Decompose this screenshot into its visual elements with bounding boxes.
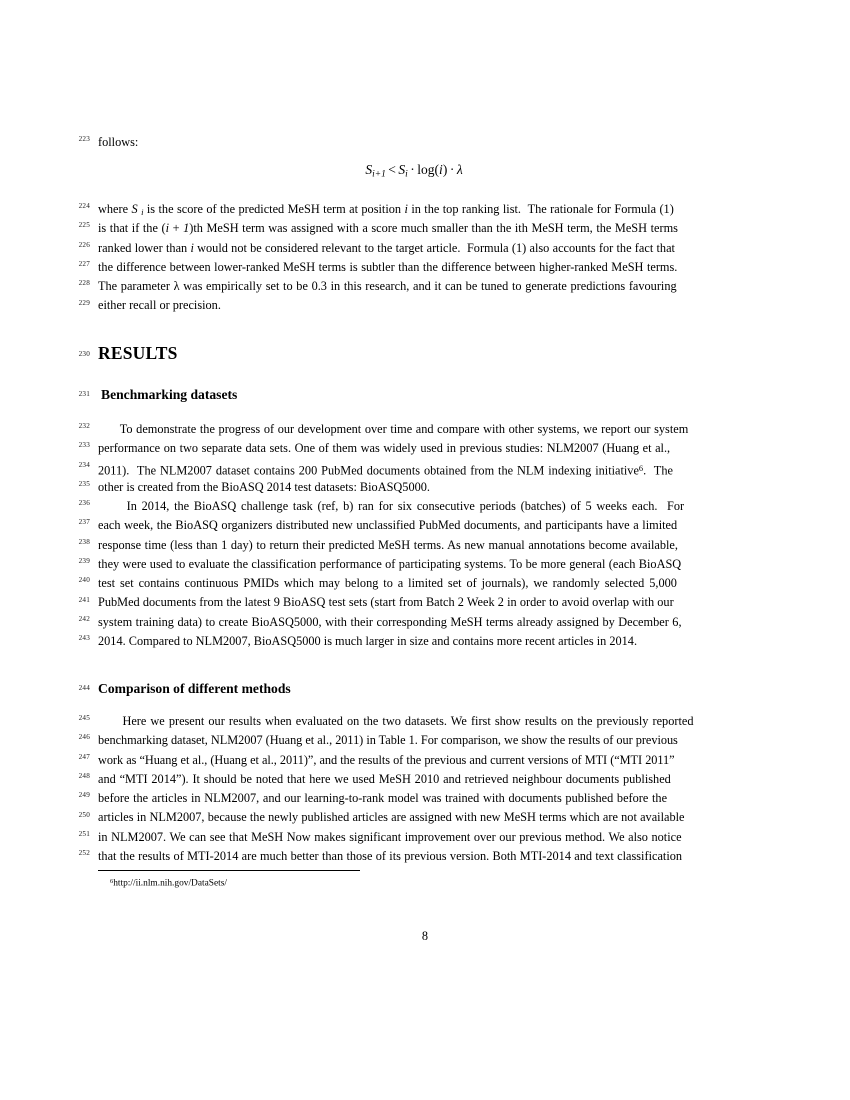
- line-number: 244: [78, 683, 90, 692]
- line-number: 233: [78, 441, 90, 450]
- text-line: [68, 459, 760, 478]
- paragraph-formula-explanation: [68, 200, 760, 316]
- line-number: 242: [78, 614, 90, 623]
- line-number: 248: [78, 771, 90, 780]
- paragraph-bioasq: [68, 497, 760, 651]
- formula-dot-1: ·: [410, 162, 415, 177]
- text-line: [68, 847, 760, 866]
- text-line: [68, 258, 760, 277]
- text-line: [68, 219, 760, 238]
- footnote: [110, 876, 227, 890]
- line-text: system training data) to create BioASQ5000, with their corresponding MeSH terms already assigned by December 6,: [98, 614, 682, 629]
- text-line: [68, 277, 760, 296]
- text-line: [68, 200, 760, 219]
- formula-lhs-symbol: S: [365, 162, 373, 177]
- formula-log: log(: [417, 162, 440, 177]
- text-line: [68, 133, 760, 152]
- line-number: 229: [78, 298, 90, 307]
- line-text: PubMed documents from the latest 9 BioASQ test sets (start from Batch 2 Week 2 in order to avoid overlap with our: [98, 595, 674, 610]
- formula-rhs-subscript: i: [405, 169, 408, 180]
- line-number: 231: [78, 389, 90, 398]
- line-number: 226: [78, 240, 90, 249]
- text-line: [68, 789, 760, 808]
- text-line: [68, 574, 760, 593]
- line-text: articles in NLM2007, because the newly published articles are assigned with new MeSH terms which are not available: [98, 810, 685, 825]
- line-text: before the articles in NLM2007, and our learning-to-rank model was trained with documents published before the: [98, 791, 668, 806]
- text-line: [68, 632, 760, 651]
- line-text: the difference between lower-ranked MeSH terms is subtler than the difference between higher-ranked MeSH terms.: [98, 259, 678, 274]
- line-text: The parameter λ was empirically set to be 0.3 in this research, and it can be tuned to generate predictions favouring: [98, 279, 677, 294]
- line-text: performance on two separate data sets. One of them was widely used in previous studies: NLM2007 (Huang et al.,: [98, 441, 671, 456]
- line-number: 245: [78, 714, 90, 723]
- heading-text: Comparison of different methods: [98, 681, 291, 696]
- text-line: [68, 296, 760, 315]
- text-line: [68, 420, 760, 439]
- paragraph-benchmarking: [68, 420, 760, 497]
- line-number: 232: [78, 422, 90, 431]
- line-number: 228: [78, 279, 90, 288]
- formula-rhs-symbol: S: [398, 162, 406, 177]
- section-heading-benchmarking: [68, 385, 760, 407]
- text-line: [68, 679, 760, 701]
- line-number: 240: [78, 576, 90, 585]
- section-heading-comparison: [68, 679, 760, 701]
- heading-text: Benchmarking datasets: [101, 387, 238, 402]
- text-line: [68, 344, 760, 368]
- line-text: 2011). The NLM2007 dataset contains 200 PubMed documents obtained from the NLM indexing initiative$^6$. The: [98, 463, 673, 478]
- line-text: test set contains continuous PMIDs which may belong to a limited set of journals), we randomly selected 5,000: [98, 576, 677, 591]
- footnote-text: http://ii.nlm.nih.gov/DataSets/: [113, 878, 227, 889]
- text-line: [68, 828, 760, 847]
- line-number: 230: [78, 349, 90, 358]
- line-text: each week, the BioASQ organizers distributed new unclassified PubMed documents, and participants have a limited: [98, 518, 678, 533]
- text-line: [68, 478, 760, 497]
- text-line: [68, 385, 760, 407]
- text-line: [68, 555, 760, 574]
- line-number: 238: [78, 537, 90, 546]
- line-text: they were used to evaluate the classification performance of participating systems. To be more general (each BioASQ: [98, 556, 682, 571]
- line-number: 247: [78, 752, 90, 761]
- line-text: In 2014, the BioASQ challenge task (ref, b) ran for six consecutive periods (batches) of 5 weeks each. For: [98, 499, 685, 513]
- line-number: 225: [78, 221, 90, 230]
- line-number: 235: [78, 479, 90, 488]
- formula-lambda: λ: [456, 162, 463, 177]
- text-line: [68, 516, 760, 535]
- line-number: 243: [78, 634, 90, 643]
- line-text: follows:: [98, 135, 139, 149]
- line-number: 223: [78, 135, 90, 144]
- formula-lhs-subscript: i+1: [372, 169, 386, 180]
- line-text: where S $_i$ is the score of the predicted MeSH term at position i in the top ranking list. The rationale for Formula (1): [98, 202, 674, 218]
- formula-log-arg: i: [439, 162, 443, 177]
- footnote-separator: [98, 870, 360, 871]
- line-number: 250: [78, 810, 90, 819]
- line-text: response time (less than 1 day) to return their predicted MeSH terms. As new manual annotations become available,: [98, 537, 678, 552]
- line-number: 249: [78, 791, 90, 800]
- line-number: 241: [78, 595, 90, 604]
- line-text: either recall or precision.: [98, 298, 221, 313]
- line-number: 246: [78, 733, 90, 742]
- line-text: and “MTI 2014”). It should be noted that here we used MeSH 2010 and retrieved neighbour documents published: [98, 771, 671, 786]
- paragraph-lead-in: [68, 133, 760, 152]
- line-number: 251: [78, 829, 90, 838]
- line-text: benchmarking dataset, NLM2007 (Huang et al., 2011) in Table 1. For comparison, we show the results of our previous: [98, 733, 678, 748]
- text-line: [68, 497, 760, 516]
- paragraph-comparison: [68, 712, 760, 866]
- line-number: 227: [78, 259, 90, 268]
- text-line: [68, 593, 760, 612]
- text-line: [68, 808, 760, 827]
- text-line: [68, 613, 760, 632]
- line-number: 224: [78, 202, 90, 211]
- display-formula: [68, 162, 760, 180]
- section-heading-results: [68, 344, 760, 368]
- line-number: 239: [78, 556, 90, 565]
- text-line: [68, 770, 760, 789]
- text-line: [68, 712, 760, 731]
- line-text: is that if the (i + 1)th MeSH term was assigned with a score much smaller than the ith MeSH term, the MeSH terms: [98, 221, 678, 236]
- formula-dot-2: ·: [449, 162, 455, 177]
- line-text: Here we present our results when evaluated on the two datasets. We first show results on the previously reported: [98, 714, 694, 728]
- line-text: other is created from the BioASQ 2014 test datasets: BioASQ5000.: [98, 479, 430, 494]
- formula-log-close: ): [442, 162, 448, 177]
- text-line: [68, 239, 760, 258]
- line-number: 236: [78, 499, 90, 508]
- line-text: 2014. Compared to NLM2007, BioASQ5000 is much larger in size and contains more recent articles in 2014.: [98, 634, 638, 649]
- footnote-marker: 6: [110, 878, 114, 885]
- line-text: that the results of MTI-2014 are much better than those of its previous version. Both MTI-2014 and text classification: [98, 849, 683, 864]
- line-text: work as “Huang et al., (Huang et al., 2011)”, and the results of the previous and current versions of MTI (“MTI 2011”: [98, 752, 675, 767]
- heading-text: RESULTS: [98, 343, 178, 363]
- line-number: 237: [78, 518, 90, 527]
- line-text: ranked lower than i would not be considered relevant to the target article. Formula (1) also accounts for the fact that: [98, 240, 675, 255]
- text-line: [68, 439, 760, 458]
- line-text: To demonstrate the progress of our development over time and compare with other systems, we report our system: [98, 422, 689, 436]
- text-line: [68, 751, 760, 770]
- page-number: 8: [421, 929, 429, 943]
- text-line: [68, 536, 760, 555]
- line-text: in NLM2007. We can see that MeSH Now makes significant improvement over our previous method. We also notice: [98, 829, 682, 844]
- text-line: [68, 731, 760, 750]
- footnote-marker-inline: 6: [638, 463, 644, 473]
- line-number: 252: [78, 849, 90, 858]
- line-number: 234: [78, 460, 90, 469]
- formula-relation: <: [388, 162, 396, 177]
